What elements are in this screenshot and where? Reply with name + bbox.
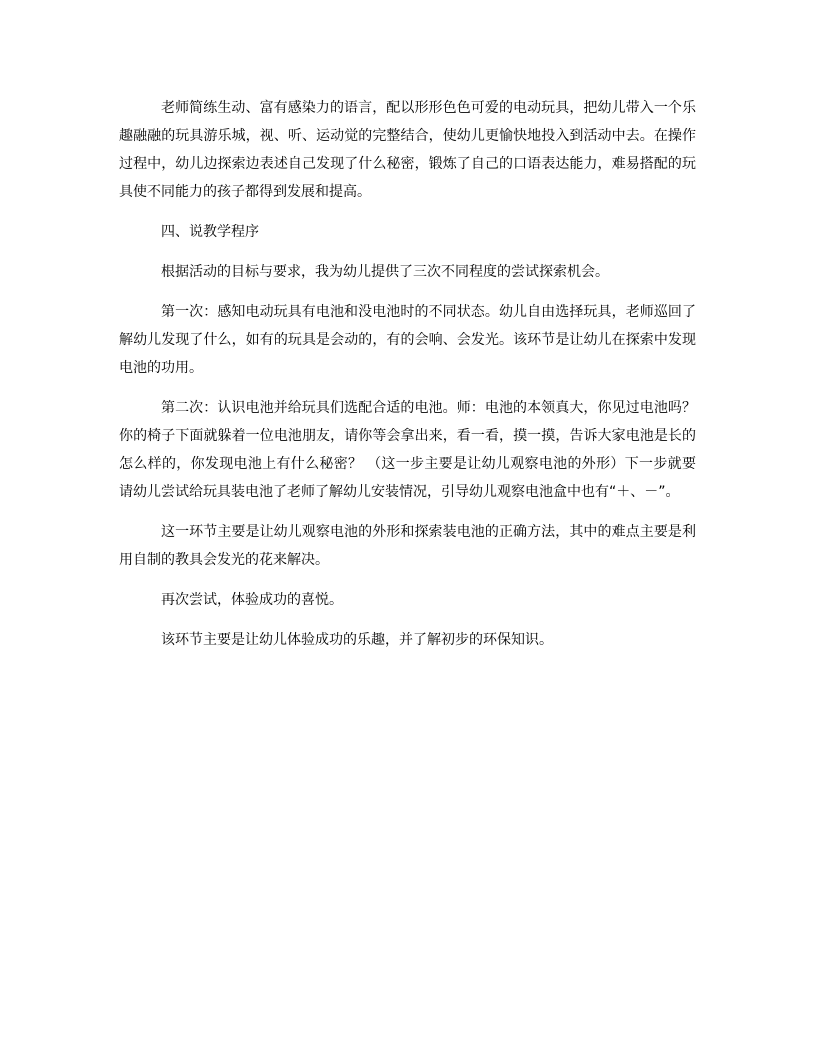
paragraph-closing: 该环节主要是让幼儿体验成功的乐趣，并了解初步的环保知识。 <box>161 632 553 648</box>
paragraph-second-attempt: 第二次：认识电池并给玩具们选配合适的电池。师：电池的本领真大，你见过电池吗？你的椅子下面就躲着一位电池朋友，请你等会拿出来，看一看，摸一摸，告诉大家电池是长的怎么样的，你发现电池上有什么秘密？ （这一步主要是让幼儿观察电池的外形）下一步就要请幼儿尝试给玩具装电池了老师了解幼儿安装情况，引导幼儿观察电池盒中也有“＋、－”。 <box>119 400 696 500</box>
paragraph-step-summary: 这一环节主要是让幼儿观察电池的外形和探索装电池的正确方法，其中的难点主要是利用自制的教具会发光的花来解决。 <box>119 524 696 568</box>
paragraph-activity-goals: 根据活动的目标与要求，我为幼儿提供了三次不同程度的尝试探索机会。 <box>161 264 609 280</box>
section-heading-teaching-procedure: 四、说教学程序 <box>161 224 259 240</box>
paragraph-teacher-language: 老师简练生动、富有感染力的语言，配以形形色色可爱的电动玩具，把幼儿带入一个乐趣融融的玩具游乐城，视、听、运动觉的完整结合，使幼儿更愉快地投入到活动中去。在操作过程中，幼儿边探索边表述自己发现了什么秘密，锻炼了自己的口语表达能力，难易搭配的玩具使不同能力的孩子都得到发展和提高。 <box>119 100 696 200</box>
paragraph-first-attempt: 第一次：感知电动玩具有电池和没电池时的不同状态。幼儿自由选择玩具，老师巡回了解幼儿发现了什么，如有的玩具是会动的，有的会响、会发光。该环节是让幼儿在探索中发现电池的功用。 <box>119 304 696 376</box>
paragraph-third-attempt: 再次尝试，体验成功的喜悦。 <box>161 592 343 608</box>
document-body <box>119 94 696 666</box>
